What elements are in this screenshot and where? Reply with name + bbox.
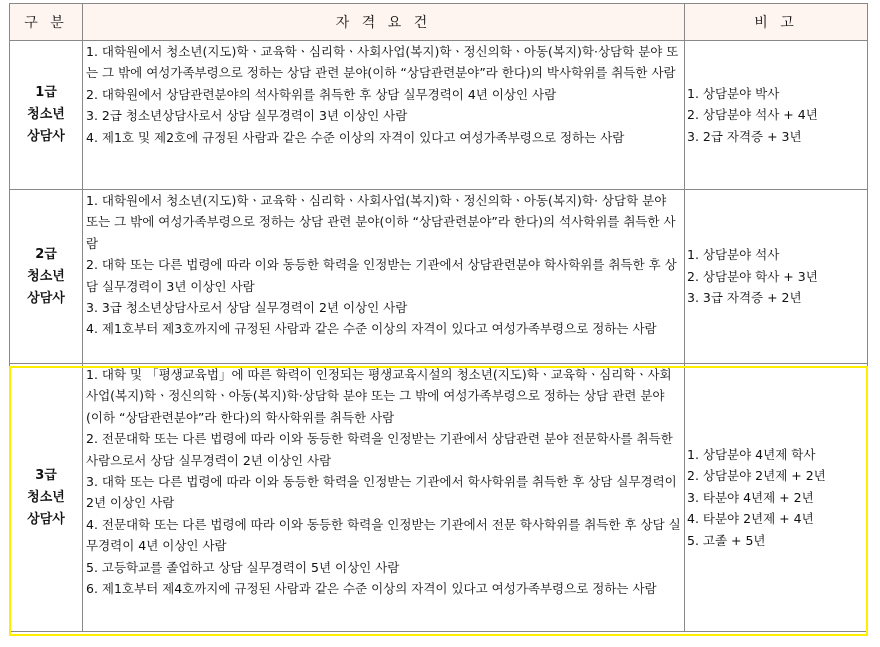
requirement-item: 2. 전문대학 또는 다른 법령에 따라 이와 동등한 학력을 인정받는 기관에서 상담관련 분야 전문학사를 취득한 사람으로서 상담 실무경력이 2년 이상인 사람	[86, 431, 673, 468]
note-item: 4. 타분야 2년제 + 4년	[687, 511, 814, 527]
grade-label: 청소년	[27, 489, 65, 505]
note-item: 1. 상담분야 4년제 학사	[687, 446, 816, 462]
qualification-table-container	[9, 3, 867, 632]
note-item: 3. 타분야 4년제 + 2년	[687, 489, 814, 505]
note-item: 1. 상담분야 박사	[687, 85, 780, 101]
qualification-table	[9, 3, 868, 632]
grade-cell	[10, 364, 83, 632]
requirements-cell	[83, 190, 685, 364]
grade-label: 청소년	[27, 107, 65, 122]
requirement-item: 3. 대학 또는 다른 법령에 따라 이와 동등한 학력을 인정받는 기관에서 학사학위를 취득한 후 상담 실무경력이 2년 이상인 사람	[86, 474, 677, 511]
grade-label: 2급	[35, 246, 57, 262]
table-row-grade-2	[10, 190, 868, 364]
grade-label: 청소년	[27, 268, 65, 284]
note-item: 5. 고졸 + 5년	[687, 532, 766, 548]
note-item: 2. 상담분야 석사 + 4년	[687, 107, 818, 123]
requirement-item: 1. 대학원에서 청소년(지도)학ㆍ교육학ㆍ심리학ㆍ사회사업(복지)학ㆍ정신의학ㆍ아동(복지)학· 상담학 분야 또는 그 밖에 여성가족부령으로 정하는 상담 관련 분야(이하 “상담관련분야”라 한다)의 석사학위를 취득한 사람	[86, 193, 676, 251]
header-note: 비 고	[685, 4, 868, 41]
requirements-cell	[83, 41, 685, 190]
table-header-row	[10, 4, 868, 41]
note-item: 3. 3급 자격증 + 2년	[687, 290, 802, 306]
grade-label: 상담사	[27, 290, 65, 306]
note-cell	[685, 190, 868, 364]
note-item: 2. 상담분야 2년제 + 2년	[687, 468, 826, 484]
grade-label: 상담사	[27, 129, 65, 144]
requirements-cell	[83, 364, 685, 632]
note-cell	[685, 364, 868, 632]
grade-label: 1급	[35, 85, 57, 100]
requirement-item: 6. 제1호부터 제4호까지에 규정된 사람과 같은 수준 이상의 자격이 있다고 여성가족부령으로 정하는 사람	[86, 581, 657, 597]
note-item: 2. 상담분야 학사 + 3년	[687, 268, 818, 284]
note-item: 3. 2급 자격증 + 3년	[687, 128, 802, 144]
requirement-item: 3. 2급 청소년상담사로서 상담 실무경력이 3년 이상인 사람	[86, 108, 408, 124]
requirement-item: 4. 제1호 및 제2호에 규정된 사람과 같은 수준 이상의 자격이 있다고 여성가족부령으로 정하는 사람	[86, 129, 625, 145]
grade-label: 상담사	[27, 511, 65, 527]
note-item: 1. 상담분야 석사	[687, 247, 780, 263]
requirement-item: 3. 3급 청소년상담사로서 상담 실무경력이 2년 이상인 사람	[86, 300, 408, 316]
requirement-item: 4. 제1호부터 제3호까지에 규정된 사람과 같은 수준 이상의 자격이 있다고 여성가족부령으로 정하는 사람	[86, 321, 657, 337]
requirement-item: 1. 대학원에서 청소년(지도)학ㆍ교육학ㆍ심리학ㆍ사회사업(복지)학ㆍ정신의학ㆍ아동(복지)학·상담학 분야 또는 그 밖에 여성가족부령으로 정하는 상담 관련 분야(이하 “상담관련분야”라 한다)의 박사학위를 취득한 사람	[86, 44, 679, 81]
requirements-clip	[86, 364, 681, 628]
grade-label: 3급	[35, 467, 57, 483]
note-cell	[685, 41, 868, 190]
grade-cell	[10, 190, 83, 364]
requirement-item: 1. 대학 및 「평생교육법」에 따른 학력이 인정되는 평생교육시설의 청소년(지도)학ㆍ교육학ㆍ심리학ㆍ사회사업(복지)학ㆍ정신의학ㆍ아동(복지)학·상담학 분야 또는 그 밖에 여성가족부령으로 정하는 상담 관련 분야(이하 “상담관련분야”라 한다)의 학사학위를 취득한 사람	[86, 367, 672, 425]
table-row-grade-1	[10, 41, 868, 190]
table-row-grade-3	[10, 364, 868, 632]
requirement-item: 4. 전문대학 또는 다른 법령에 따라 이와 동등한 학력을 인정받는 기관에서 전문 학사학위를 취득한 후 상담 실무경력이 4년 이상인 사람	[86, 516, 681, 554]
requirement-item: 5. 고등학교를 졸업하고 상담 실무경력이 5년 이상인 사람	[86, 559, 400, 575]
header-grade: 구 분	[10, 4, 83, 41]
requirement-item: 2. 대학원에서 상담관련분야의 석사학위를 취득한 후 상담 실무경력이 4년 이상인 사람	[86, 86, 557, 102]
header-requirements: 자 격 요 건	[83, 4, 685, 41]
grade-cell	[10, 41, 83, 190]
requirement-item: 2. 대학 또는 다른 법령에 따라 이와 동등한 학력을 인정받는 기관에서 상담관련분야 학사학위를 취득한 후 상담 실무경력이 3년 이상인 사람	[86, 257, 677, 294]
